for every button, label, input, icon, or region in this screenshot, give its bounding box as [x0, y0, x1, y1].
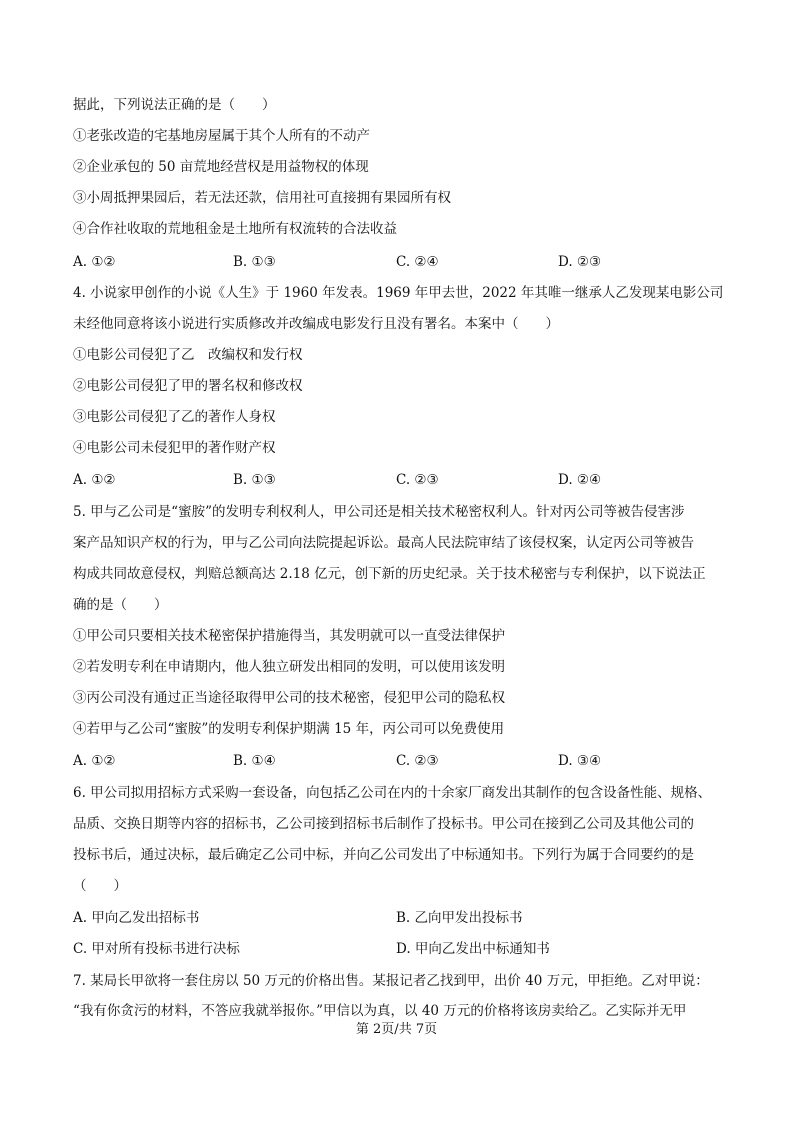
q3-option-b: B. ①③	[233, 254, 276, 270]
q5-item-2: ②若发明专利在申请期内，他人独立研发出相同的发明，可以使用该发明	[73, 659, 505, 675]
q5-option-a: A. ①②	[73, 753, 116, 769]
q6-option-b: B. 乙向甲发出投标书	[396, 910, 523, 926]
q5-item-3: ③丙公司没有通过正当途径取得甲公司的技术秘密，侵犯甲公司的隐私权	[73, 690, 505, 706]
q6-option-d: D. 甲向乙发出中标通知书	[396, 941, 550, 957]
q6-stem-line-4: （ ）	[73, 878, 127, 894]
q3-item-4: ④合作社收取的荒地租金是土地所有权流转的合法收益	[73, 221, 397, 237]
q6-option-c: C. 甲对所有投标书进行决标	[73, 941, 240, 957]
q4-option-b: B. ①③	[233, 472, 276, 488]
q4-option-c: C. ②③	[396, 472, 439, 488]
q4-item-1: ①电影公司侵犯了乙 改编权和发行权	[73, 347, 303, 363]
q5-option-c: C. ②③	[396, 753, 439, 769]
q6-stem-line-3: 投标书后，通过决标，最后确定乙公司中标，并向乙公司发出了中标通知书。下列行为属于合同要约的是	[73, 847, 694, 863]
q3-option-d: D. ②③	[558, 254, 602, 270]
q3-item-2: ②企业承包的 50 亩荒地经营权是用益物权的体现	[73, 159, 369, 175]
q3-stem: 据此，下列说法正确的是（ ）	[73, 97, 276, 113]
q7-stem-line-2: “我有你贪污的材料，不答应我就举报你。”甲信以为真，以 40 万元的价格将该房卖给乙。乙实际并无甲	[73, 1003, 687, 1019]
q4-item-3: ③电影公司侵犯了乙的著作人身权	[73, 409, 276, 425]
q4-option-a: A. ①②	[73, 472, 116, 488]
q4-item-4: ④电影公司未侵犯甲的著作财产权	[73, 440, 276, 456]
q5-stem-line-4: 确的是（ ）	[73, 597, 168, 613]
q5-stem-line-1: 5. 甲与乙公司是“蜜胺”的发明专利权利人，甲公司还是相关技术秘密权利人。针对丙公司等被告侵害涉	[73, 504, 685, 520]
q3-option-a: A. ①②	[73, 254, 116, 270]
q4-stem-line-1: 4. 小说家甲创作的小说《人生》于 1960 年发表。1969 年甲去世，2022 年其唯一继承人乙发现某电影公司	[73, 285, 724, 301]
q4-item-2: ②电影公司侵犯了甲的署名权和修改权	[73, 378, 303, 394]
q3-item-3: ③小周抵押果园后，若无法还款，信用社可直接拥有果园所有权	[73, 190, 451, 206]
page-number-footer: 第 2页/共 7页	[355, 1022, 438, 1037]
q7-stem-line-1: 7. 某局长甲欲将一套住房以 50 万元的价格出售。某报记者乙找到甲，出价 40 万元，甲拒绝。乙对甲说：	[73, 973, 709, 989]
q3-option-c: C. ②④	[396, 254, 439, 270]
q5-option-b: B. ①④	[233, 753, 276, 769]
q5-stem-line-3: 构成共同故意侵权，判赔总额高达 2.18 亿元，创下新的历史纪录。关于技术秘密与专利保护，以下说法正	[73, 566, 706, 582]
q6-option-a: A. 甲向乙发出招标书	[73, 910, 200, 926]
q5-item-4: ④若甲与乙公司“蜜胺”的发明专利保护期满 15 年，丙公司可以免费使用	[73, 721, 505, 737]
q3-item-1: ①老张改造的宅基地房屋属于其个人所有的不动产	[73, 128, 370, 144]
q4-option-d: D. ②④	[558, 472, 602, 488]
q6-stem-line-1: 6. 甲公司拟用招标方式采购一套设备，向包括乙公司在内的十余家厂商发出其制作的包含设备性能、规格、	[73, 785, 712, 801]
q5-option-d: D. ③④	[558, 753, 602, 769]
q6-stem-line-2: 品质、交换日期等内容的招标书，乙公司接到招标书后制作了投标书。甲公司在接到乙公司及其他公司的	[73, 816, 694, 832]
q5-stem-line-2: 案产品知识产权的行为，甲与乙公司向法院提起诉讼。最高人民法院审结了该侵权案，认定丙公司等被告	[73, 535, 694, 551]
q5-item-1: ①甲公司只要相关技术秘密保护措施得当，其发明就可以一直受法律保护	[73, 628, 505, 644]
q4-stem-line-2: 未经他同意将该小说进行实质修改并改编成电影发行且没有署名。本案中（ ）	[73, 316, 559, 332]
